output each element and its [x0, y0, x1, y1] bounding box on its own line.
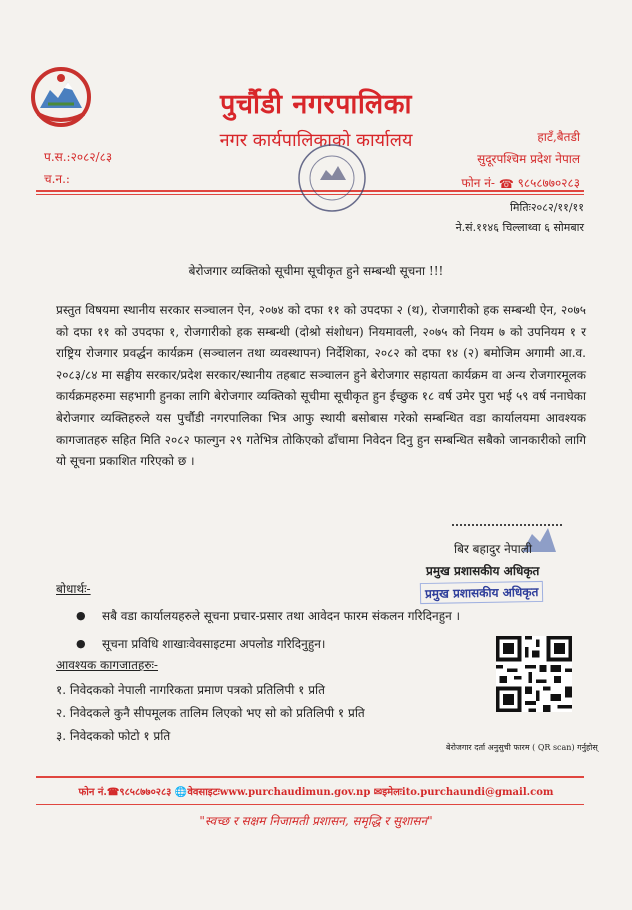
qr-code-icon[interactable]: [496, 636, 572, 712]
address-line1: हाटँ,बैतडी: [537, 130, 580, 144]
documents-list: [56, 680, 365, 749]
footer-rule: [36, 776, 584, 778]
document-item: ३. निवेदकको फोटो १ प्रति: [56, 729, 171, 743]
qr-caption: बेरोजगार दर्ता अनुसुची फारम ( QR scan) गर्नुहोस्: [446, 743, 598, 752]
footer-email-label: इमेलः: [382, 787, 402, 798]
document-item: २. निवेदकले कुनै सीपमूलक तालिम लिएको भए सो को प्रतिलिपी १ प्रति: [56, 706, 365, 720]
nepal-sambat-date: ने.सं.११४६ चिल्लाथ्वा ६ सोमबार: [455, 221, 584, 234]
municipality-name: पुर्चौडी नगरपालिका: [220, 89, 412, 120]
office-name: नगर कार्यपालिकाको कार्यालय: [219, 130, 413, 151]
signatory-name: बिर बहादुर नेपाली: [454, 542, 532, 556]
footer-rule-thin: [36, 804, 584, 805]
footer-website-label: वेवसाइटः: [187, 787, 220, 798]
title-stamp: प्रमुख प्रशासकीय अधिकृत: [420, 581, 544, 604]
phone-label: फोन नं-: [461, 176, 495, 190]
office-seal-icon: [296, 142, 368, 214]
notice-body: प्रस्तुत विषयमा स्थानीय सरकार सञ्चालन ऐन, २०७४ को दफा ११ को उपदफा २ (थ), रोजगारीको हक सम्बन्धी ऐन, २०७५ को दफा ११ को उपदफा १, रोजगारीको हक सम्बन्धी (दोश्रो संशोधन) नियमावली, २०७५ को नियम ७ को उपनियम १ र राष्ट्रिय रोजगार प्रवर्द्धन कार्यक्रम (सञ्चालन तथा व्यवस्थापन) निर्देशिका, २०८२ को दफा १४ (२) बमोजिम अगामी आ.व. २०८३/८४ मा सङ्घीय सरकार/प्रदेश सरकार/स्थानीय तहबाट सञ्चालन हुने बेरोजगार सहायता कार्यक्रम वा अन्य रोजगारमूलक कार्यक्रमहरुमा सहभागी हुनका लागि बेरोजगार व्यक्तिको सूचीमा सूचीकृत हुन ईच्छुक १८ वर्ष उमेर पुरा भई ५९ वर्ष ननाघेका बेरोजगार व्यक्तिहरुले यस पुर्चौडी नगरपालिका भित्र आफु स्थायी बसोबास गरेको सम्बन्धित वडा कार्यालयमा आवश्यक कागजातहरु सहित मिति २०८२ फाल्गुन २९ गतेभित्र तोकिएको ढाँचामा निवेदन दिनु हुन सम्बन्धित सबैको जानकारीको लागि यो सूचना प्रकाशित गरिएको छ ।: [56, 303, 586, 469]
footer-phone: ९८५८७७०२८३: [119, 787, 172, 798]
motto: "स्वच्छ र सक्षम निजामती प्रशासन, समृद्धि र सुशासन": [199, 814, 433, 828]
letter-date: मितिः२०८२/११/११: [510, 201, 584, 214]
phone-icon: ☎: [106, 787, 120, 798]
header-phone: [461, 174, 580, 191]
footer-website-link[interactable]: www.purchaudimun.gov.np: [219, 787, 371, 798]
signatory-title: प्रमुख प्रशासकीय अधिकृत: [426, 564, 540, 578]
reference-number: प.स.:२०८२/८३: [44, 150, 113, 164]
phone-icon: ☎: [498, 176, 514, 191]
document-item: १. निवेदकको नेपाली नागरिकता प्रमाण पत्रको प्रतिलिपी १ प्रति: [56, 683, 325, 697]
globe-icon: 🌐: [174, 787, 188, 798]
notice-subject: बेरोजगार व्यक्तिको सूचीमा सूचीकृत हुने सम्बन्धी सूचना !!!: [188, 264, 444, 278]
bodhartha-item: ● सबै वडा कार्यालयहरुले सूचना प्रचार-प्रसार तथा आवेदन फारम संकलन गरिदिनहुन ।: [76, 606, 460, 634]
footer-email-link[interactable]: ito.purchaundi@gmail.com: [401, 787, 554, 798]
address-line2: सुदूरपश्चिम प्रदेश नेपाल: [477, 152, 580, 166]
bodhartha-item: ● सूचना प्रविधि शाखाःवेवसाइटमा अपलोड गरिदिनुहुन।: [76, 634, 460, 662]
dispatch-number: च.न.:: [44, 172, 70, 186]
bodhartha-list: [76, 606, 460, 662]
footer-contacts: [0, 784, 632, 798]
documents-label: आवश्यक कागजातहरुः-: [56, 658, 158, 672]
phone-number: ९८५८७७०२८३: [517, 176, 580, 190]
footer-phone-label: फोन नं.: [78, 787, 107, 798]
bodhartha-label: बोधार्थः-: [56, 582, 91, 596]
email-icon: ✉: [373, 787, 383, 798]
